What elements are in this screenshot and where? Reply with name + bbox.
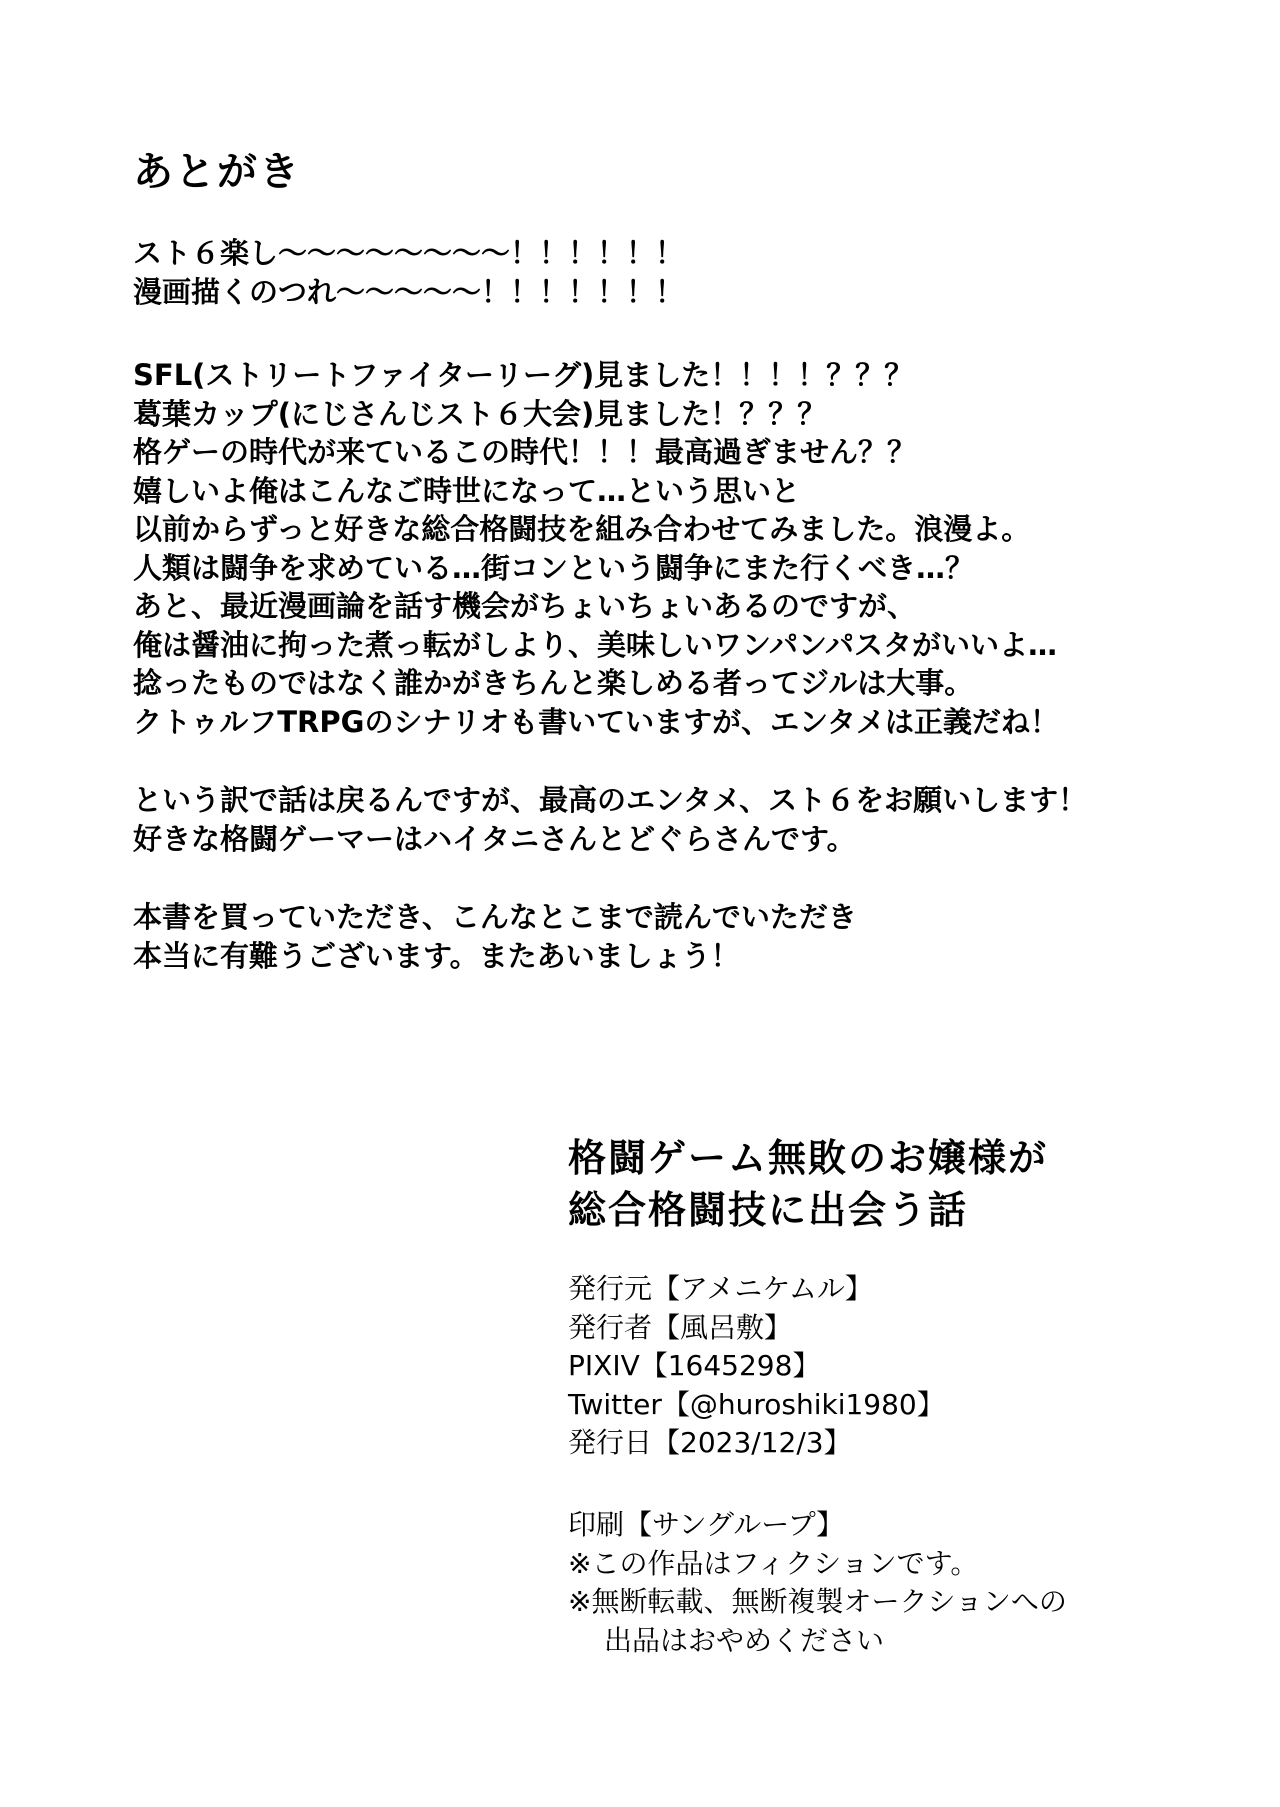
pixiv-id: PIXIV【1645298】 — [568, 1349, 821, 1382]
text-line: という訳で話は戻るんですが、最高のエンタメ、スト６をお願いします！ — [133, 783, 1088, 817]
publisher: 発行元【アメニケムル】 — [568, 1272, 873, 1305]
text-line: あと、最近漫画論を話す機会がちょいちょいあるのですが、 — [133, 589, 917, 623]
text-line: 俺は醤油に拘った煮っ転がしより、美味しいワンパンパスタがいいよ… — [133, 627, 1057, 662]
text-line: 以前からずっと好きな総合格闘技を組み合わせてみました。浪漫よ。 — [133, 512, 1031, 546]
text-line: 本当に有難うございます。またあいましょう！ — [133, 938, 740, 973]
afterword-heading: あとがき — [133, 149, 301, 195]
text-line: 本書を買っていただき、こんなとこまで読んでいただき — [133, 900, 857, 934]
text-line: 嬉しいよ俺はこんなご時世になって…という思いと — [133, 473, 801, 508]
text-line: 格ゲーの時代が来ているこの時代！！！最高過ぎません？？ — [133, 435, 917, 469]
fiction-note: ※この作品はフィクションです。 — [568, 1546, 979, 1580]
title-line: 格闘ゲーム無敗のお嬢様が — [568, 1136, 1049, 1180]
afterword-paragraph-3 — [133, 781, 1087, 858]
printer: 印刷【サングループ】 — [568, 1508, 845, 1541]
text-line: 好きな格闘ゲーマーはハイタニさんとどぐらさんです。 — [133, 821, 856, 856]
copyright-note-cont: 出品はおやめください — [604, 1623, 885, 1657]
copyright-note: ※無断転載、無断複製オークションへの — [568, 1585, 1067, 1618]
colophon-info — [568, 1270, 945, 1463]
author: 発行者【風呂敷】 — [568, 1310, 793, 1344]
afterword-paragraph-1 — [133, 234, 684, 311]
afterword-paragraph-4 — [133, 898, 857, 975]
colophon-notes — [568, 1506, 1067, 1660]
text-line: 人類は闘争を求めている…街コンという闘争にまた行くべき…？ — [133, 550, 975, 585]
text-line: スト６楽し〜〜〜〜〜〜〜〜！！！！！！ — [133, 236, 685, 270]
afterword-paragraph-2 — [133, 356, 1059, 741]
title-line: 総合格闘技に出会う話 — [568, 1188, 969, 1232]
text-line: 捻ったものではなく誰かがきちんと楽しめる者ってジルは大事。 — [133, 666, 974, 700]
twitter-handle: Twitter【@huroshiki1980】 — [568, 1387, 945, 1421]
text-line: 漫画描くのつれ〜〜〜〜〜！！！！！！！ — [133, 274, 685, 309]
text-line: 葛葉カップ(にじさんじスト６大会)見ました！？？？ — [133, 396, 827, 431]
book-title — [568, 1132, 1048, 1236]
publish-date: 発行日【2023/12/3】 — [568, 1426, 852, 1459]
text-line: SFL(ストリートファイターリーグ)見ました！！！！？？？ — [133, 358, 914, 392]
text-line: クトゥルフTRPGのシナリオも書いていますが、エンタメは正義だね！ — [133, 704, 1059, 739]
